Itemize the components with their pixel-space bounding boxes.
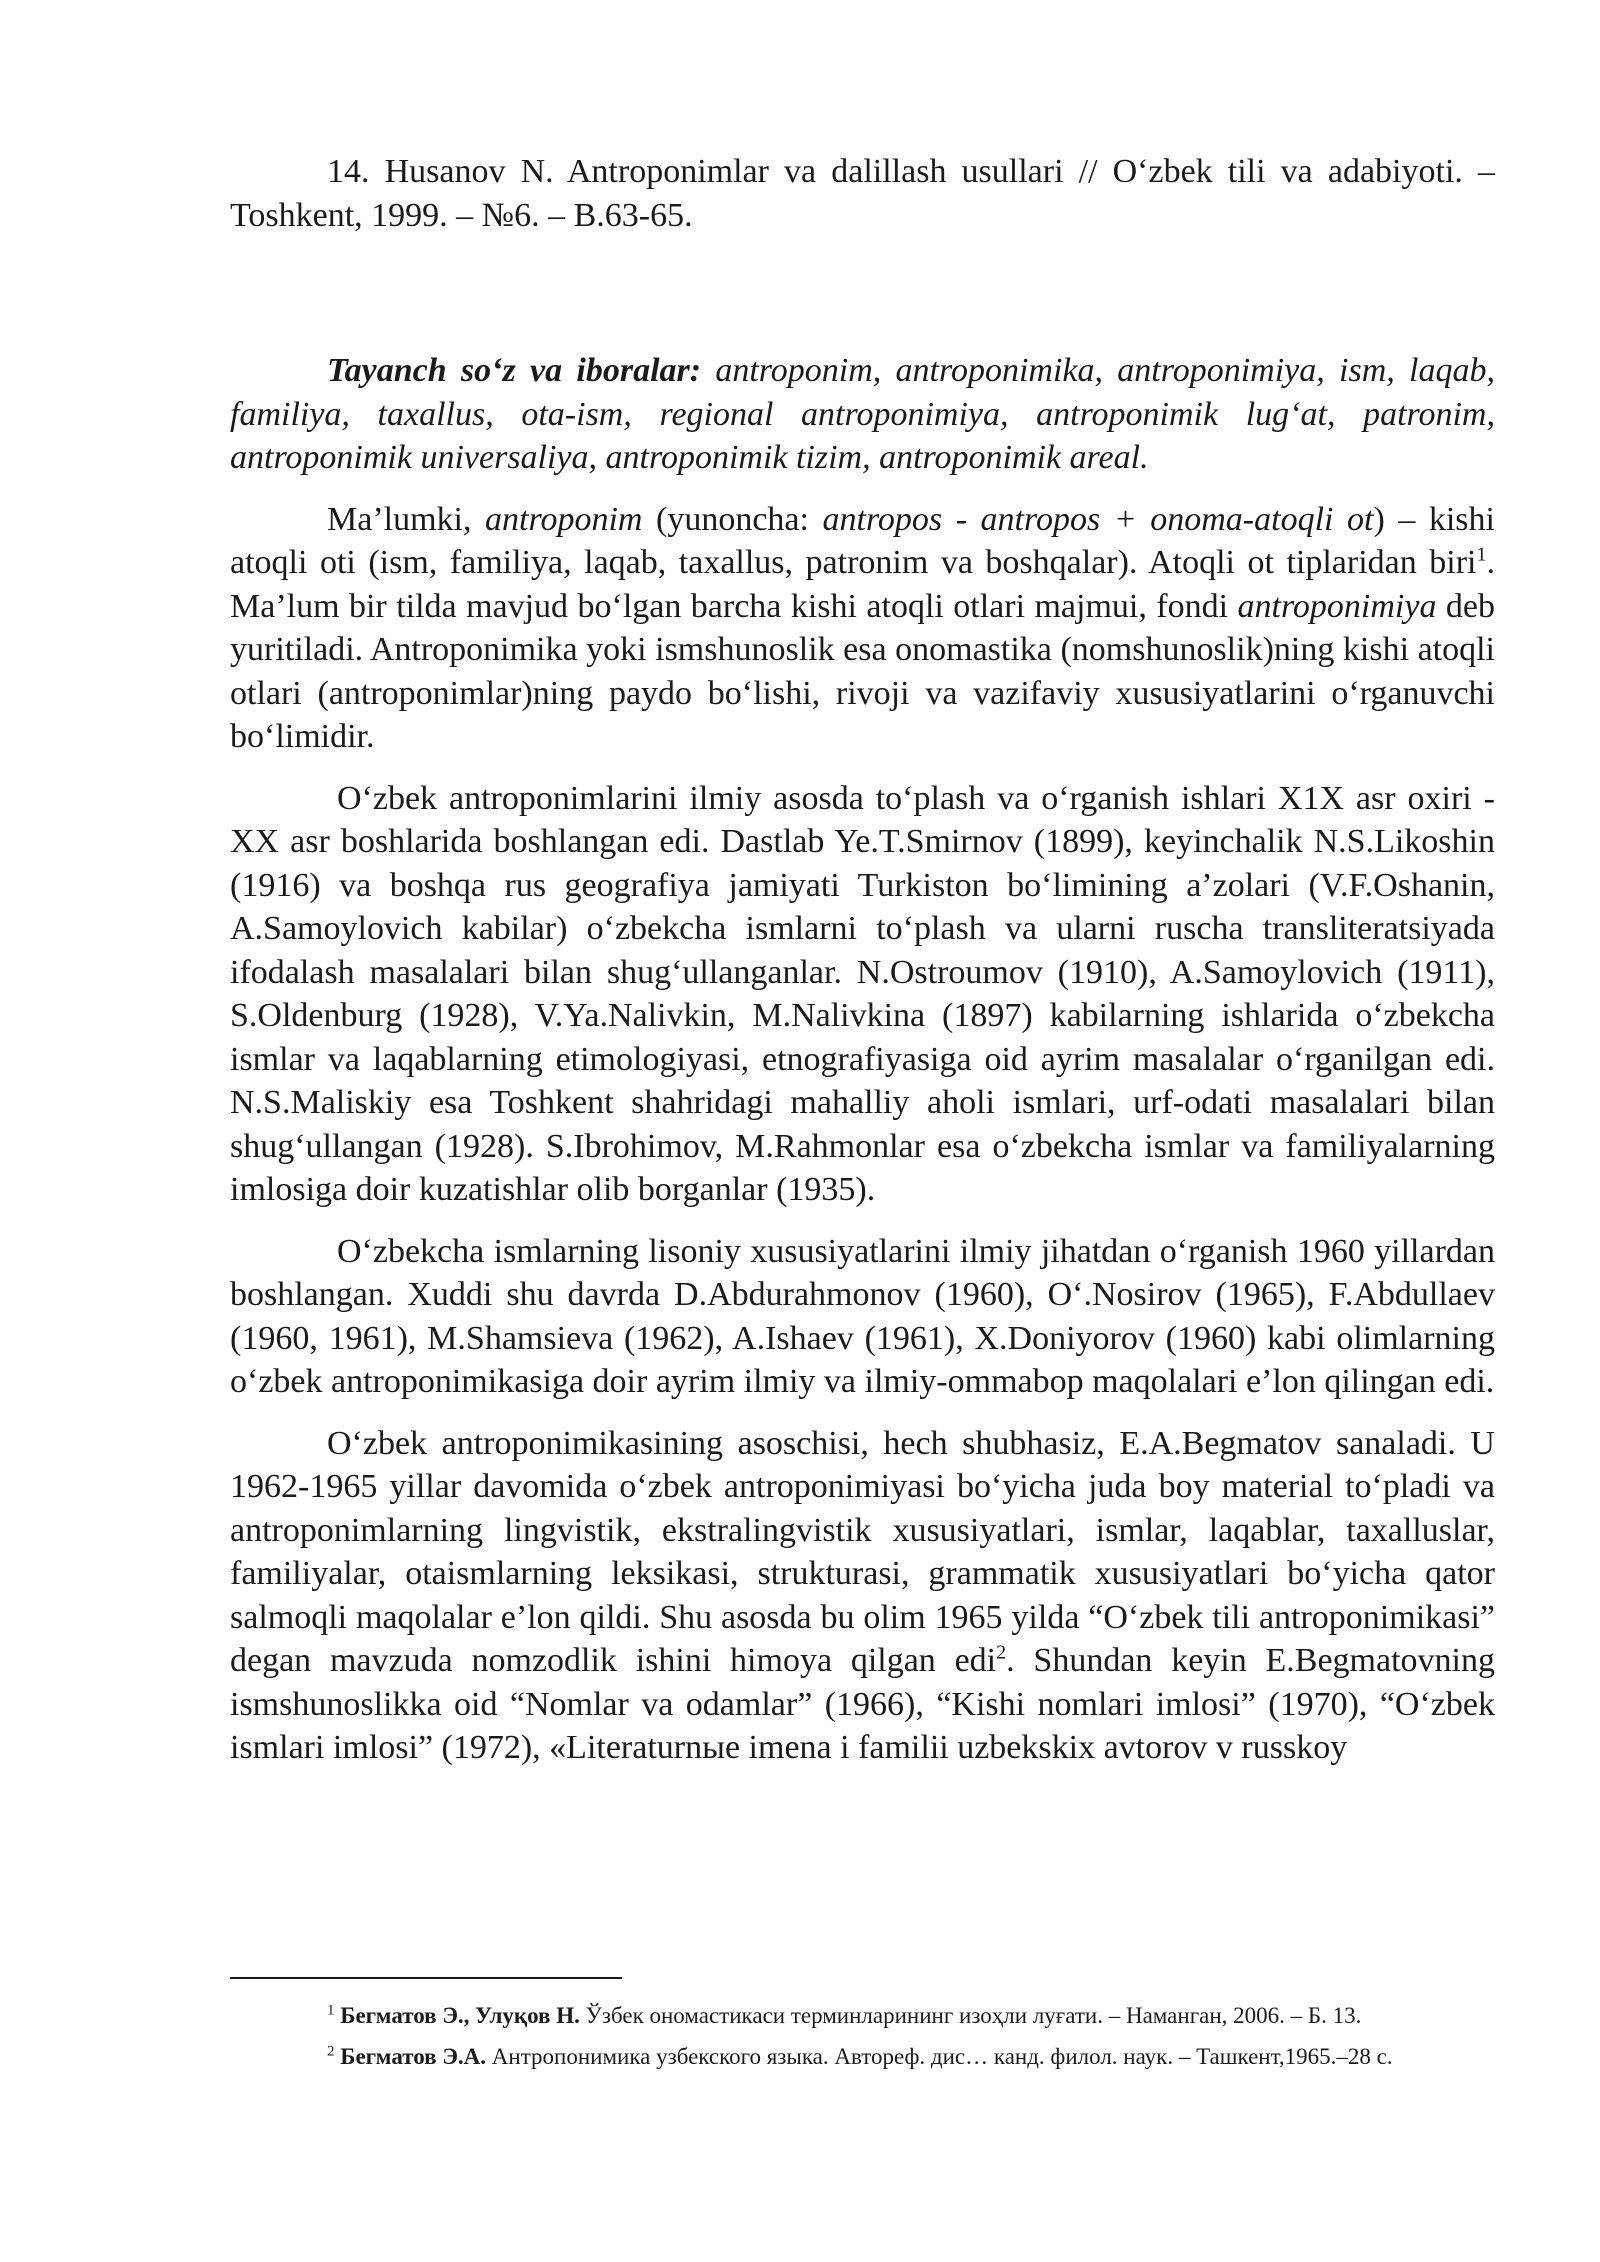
reference-item — [230, 150, 1495, 237]
footnote-ref-2[interactable]: 2 — [996, 1641, 1007, 1664]
footnote-1-author: Бегматов Э., Улуқов Н. — [340, 2003, 580, 2028]
keywords-text: antroponim, antroponimika, antroponimiya, ism, laqab, familiya, taxallus, ota-ism, regional antroponimiya, antroponimik lug‘at, patronim, antroponimik universaliya, antroponimik tizim, antroponimik areal. — [230, 352, 1495, 476]
p1-text-b: (yunoncha: — [642, 500, 823, 538]
p4-text-b: . Shundan keyin E.Begmatovning ismshunoslikka oid “Nomlar va odamlar” (1966), “Kishi nomlari imlosi” (1970), “O‘zbek ismlari imlosi” (1972), «Literaturnыe imena i familii uzbekskix avtorov v russkoy — [230, 1642, 1495, 1766]
footnote-2-text: Антропонимика узбекского языка. Автореф. дис… канд. филол. наук. – Ташкент,1965.–28 с. — [486, 2044, 1393, 2069]
paragraph-3: O‘zbekcha ismlarning lisoniy xususiyatlarini ilmiy jihatdan o‘rganish 1960 yillardan boshlangan. Xuddi shu davrda D.Abdurahmonov (1960), O‘.Nosirov (1965), F.Abdullaev (1960, 1961), M.Shamsieva (1962), A.Ishaev (1961), X.Doniyorov (1960) kabi olimlarning o‘zbek antroponimikasiga doir ayrim ilmiy va ilmiy-ommabop maqolalari e’lon qilingan edi. — [230, 1232, 1495, 1400]
footnote-2-number: 2 — [327, 2043, 335, 2060]
footnote-1-text: Ўзбек ономастикаси терминларининг изоҳли луғати. – Наманган, 2006. – Б. 13. — [579, 2003, 1362, 2028]
paragraph-1 — [230, 498, 1495, 759]
footnote-2-author: Бегматов Э.А. — [340, 2044, 487, 2069]
footnote-2 — [230, 2039, 1495, 2074]
footnote-1-number: 1 — [327, 2002, 335, 2019]
p1-term-antroponimiya: antroponimiya — [1237, 587, 1437, 625]
keywords-paragraph — [230, 349, 1495, 480]
reference-text: 14. Husanov N. Antroponimlar va dalillash usullari // O‘zbek tili va adabiyoti. – Toshkent, 1999. – №6. – B.63-65. — [230, 153, 1495, 234]
document-body — [230, 150, 1495, 1788]
keywords-label: Tayanch so‘z va iboralar: — [327, 352, 702, 389]
p1-text-e: deb yuritiladi. Antroponimika yoki ismshunoslik esa onomastika (nomshunoslik)ning kishi atoqli otlari (antroponimlar)ning paydo bo‘lishi, rivoji va vazifaviy xususiyatlarini o‘rganuvchi bo‘limidir. — [230, 587, 1496, 755]
p1-text-d: . Ma’lum bir tilda mavjud bo‘lgan barcha kishi atoqli otlari majmui, fondi — [230, 544, 1495, 625]
paragraph-2: O‘zbek antroponimlarini ilmiy asosda to‘plash va o‘rganish ishlari X1X asr oxiri -XX asr boshlarida boshlangan edi. Dastlab Ye.T.Smirnov (1899), keyinchalik N.S.Likoshin (1916) va boshqa rus geografiya jamiyati Turkiston bo‘limining a’zolari (V.F.Oshanin, A.Samoylovich kabilar) o‘zbekcha ismlarni to‘plash va ularni ruscha transliteratsiyada ifodalash masalalari bilan shug‘ullanganlar. N.Ostroumov (1910), A.Samoylovich (1911), S.Oldenburg (1928), V.Ya.Nalivkin, M.Nalivkina (1897) kabilarning ishlarida o‘zbekcha ismlar va laqablarning etimologiyasi, etnografiyasiga oid ayrim masalalar o‘rganilgan edi. N.S.Maliskiy esa Toshkent shahridagi mahalliy aholi ismlari, urf-odati masalalari bilan shug‘ullangan (1928). S.Ibrohimov, M.Rahmonlar esa o‘zbekcha ismlar va familiyalarning imlosiga doir kuzatishlar olib borganlar (1935). — [230, 779, 1495, 1208]
p1-text-c: ) – kishi atoqli oti (ism, familiya, laqab, taxallus, patronim va boshqalar). Atoqli ot tiplaridan biri — [230, 500, 1495, 581]
p4-text-a: O‘zbek antroponimikasining asoschisi, hech shubhasiz, E.A.Begmatov sanaladi. U 1962-1965 yillar davomida o‘zbek antroponimiyasi bo‘yicha juda boy material to‘pladi va antroponimlarning lingvistik, ekstralingvistik xususiyatlari, ismlar, laqablar, taxalluslar, familiyalar, otaismlarning leksikasi, strukturasi, grammatik xususiyatlari bo‘yicha qator salmoqli maqolalar e’lon qildi. Shu asosda bu olim 1965 yilda “O‘zbek tili antroponimikasi” degan mavzuda nomzodlik ishini himoya qilgan edi — [230, 1424, 1495, 1679]
p1-text-a: Ma’lumki, — [327, 500, 486, 538]
paragraph-4 — [230, 1422, 1495, 1770]
p1-term-antroponim: antroponim — [485, 500, 643, 538]
footnote-separator — [230, 1977, 622, 1979]
footnote-ref-1[interactable]: 1 — [1476, 543, 1487, 566]
footnotes — [230, 1998, 1495, 2080]
footnote-1 — [230, 1998, 1495, 2033]
p1-etymology: antropos - antropos + onoma-atoqli ot — [822, 500, 1374, 538]
